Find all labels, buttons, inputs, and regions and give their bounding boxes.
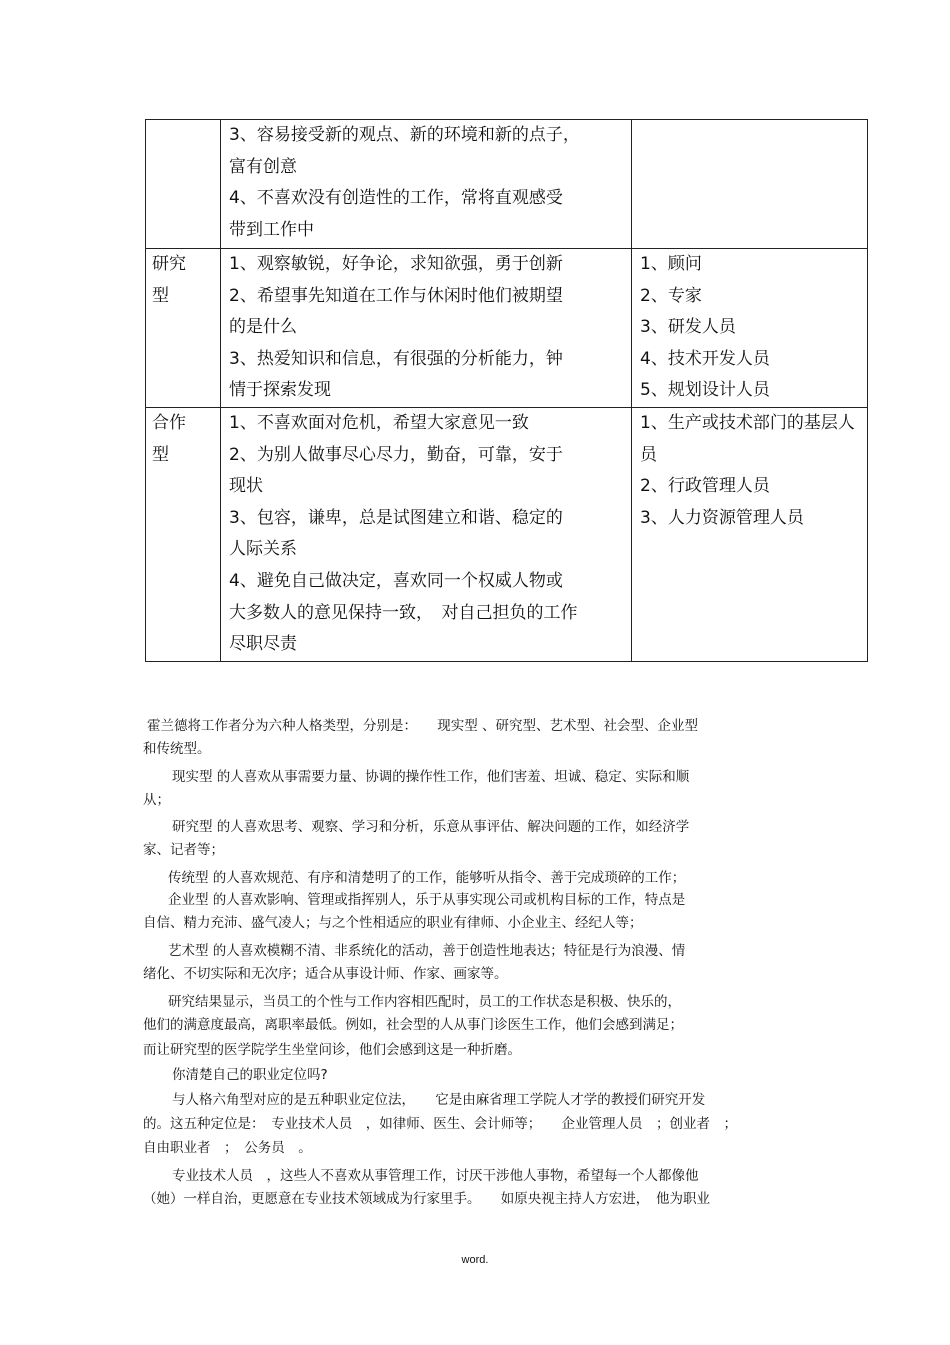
traits-line: 大多数人的意见保持一致， 对自己担负的工作	[229, 602, 578, 623]
paragraph-line: 绪化、不切实际和无次序；适合从事设计师、作家、画家等。	[143, 966, 508, 982]
traits-line: 带到工作中	[229, 219, 314, 240]
paragraph-line: 自由职业者 ； 公务员 。	[143, 1140, 312, 1156]
paragraph-line: （她）一样自治，更愿意在专业技术领域成为行家里手。 如原央视主持人方宏进， 他为职业	[143, 1191, 710, 1207]
type-label-line: 型	[152, 444, 169, 465]
job-line: 1、顾问	[640, 254, 702, 274]
job-line: 1、生产或技术部门的基层人	[640, 412, 855, 433]
paragraph-line: 你清楚自己的职业定位吗?	[172, 1067, 328, 1083]
job-line: 4、技术开发人员	[640, 348, 770, 369]
paragraph-line: 霍兰德将工作者分为六种人格类型，分别是： 现实型 、研究型、艺术型、社会型、企业型	[147, 718, 699, 734]
page-footer: word.	[461, 1254, 489, 1266]
job-line: 5、规划设计人员	[640, 380, 770, 401]
paragraph-line: 研究结果显示，当员工的个性与工作内容相匹配时，员工的工作状态是积极、快乐的，	[168, 994, 681, 1010]
jobs-cell	[632, 407, 868, 661]
paragraph-line: 专业技术人员 ，这些人不喜欢从事管理工作，讨厌干涉他人事物，希望每一个人都像他	[172, 1168, 699, 1184]
type-cell	[146, 249, 221, 408]
table-row	[146, 249, 868, 408]
traits-line: 3、包容，谦卑，总是试图建立和谐、稳定的	[229, 507, 563, 528]
type-cell	[146, 407, 221, 661]
jobs-cell	[632, 249, 868, 408]
paragraph-line: 现实型 的人喜欢从事需要力量、协调的操作性工作，他们害羞、坦诚、稳定、实际和顺	[172, 769, 690, 785]
paragraph-line: 传统型 的人喜欢规范、有序和清楚明了的工作，能够听从指令、善于完成琐碎的工作；	[168, 870, 686, 886]
job-line: 2、行政管理人员	[640, 476, 770, 497]
traits-line: 人际关系	[229, 539, 297, 560]
traits-line: 尽职尽责	[229, 634, 297, 655]
job-line: 3、研发人员	[640, 317, 736, 338]
type-cell	[146, 120, 221, 249]
traits-line: 1、观察敏锐，好争论，求知欲强，勇于创新	[229, 254, 563, 274]
table-row	[146, 407, 868, 661]
traits-line: 的是什么	[229, 317, 297, 338]
paragraph-line: 家、记者等；	[143, 842, 224, 858]
type-label-line: 合作	[152, 412, 186, 433]
traits-line: 情于探索发现	[229, 380, 331, 401]
paragraph-line: 研究型 的人喜欢思考、观察、学习和分析，乐意从事评估、解决问题的工作，如经济学	[172, 819, 690, 835]
traits-cell	[221, 407, 632, 661]
table-row	[146, 120, 868, 249]
paragraph-line: 从；	[143, 792, 170, 808]
traits-cell	[221, 249, 632, 408]
traits-line: 3、热爱知识和信息，有很强的分析能力，钟	[229, 348, 563, 369]
traits-line: 3、容易接受新的观点、新的环境和新的点子，	[229, 125, 580, 145]
job-line: 3、人力资源管理人员	[640, 507, 804, 528]
traits-line: 4、避免自己做决定，喜欢同一个权威人物或	[229, 570, 563, 591]
traits-line: 富有创意	[229, 156, 297, 177]
paragraph-line: 自信、精力充沛、盛气凌人；与之个性相适应的职业有律师、小企业主、经纪人等；	[143, 915, 643, 931]
paragraph-line: 与人格六角型对应的是五种职业定位法， 它是由麻省理工学院人才学的教授们研究开发	[172, 1092, 706, 1108]
paragraph-line: 他们的满意度最高，离职率最低。例如，社会型的人从事门诊医生工作，他们会感到满足；	[143, 1017, 683, 1033]
paragraph-line: 企业型 的人喜欢影响、管理或指挥别人，乐于从事实现公司或机构目标的工作，特点是	[168, 892, 686, 908]
personality-career-table	[145, 119, 868, 662]
jobs-cell	[632, 120, 868, 249]
traits-line: 2、为别人做事尽心尽力，勤奋，可靠，安于	[229, 444, 563, 465]
traits-line: 2、希望事先知道在工作与休闲时他们被期望	[229, 285, 563, 306]
paragraph-line: 艺术型 的人喜欢模糊不清、非系统化的活动，善于创造性地表达；特征是行为浪漫、情	[168, 943, 686, 959]
traits-line: 现状	[229, 476, 263, 497]
job-line: 2、专家	[640, 285, 702, 306]
paragraph-line: 的。这五种定位是： 专业技术人员 ，如律师、医生、会计师等； 企业管理人员 ；创业者 ；	[143, 1116, 737, 1132]
traits-cell	[221, 120, 632, 249]
paragraph-line: 和传统型。	[143, 741, 211, 757]
traits-line: 1、不喜欢面对危机，希望大家意见一致	[229, 412, 529, 433]
type-label-line: 型	[152, 285, 169, 306]
traits-line: 4、不喜欢没有创造性的工作，常将直观感受	[229, 188, 563, 209]
paragraph-line: 而让研究型的医学院学生坐堂问诊，他们会感到这是一种折磨。	[143, 1042, 521, 1058]
job-line: 员	[640, 444, 657, 465]
type-label-line: 研究	[152, 254, 186, 274]
